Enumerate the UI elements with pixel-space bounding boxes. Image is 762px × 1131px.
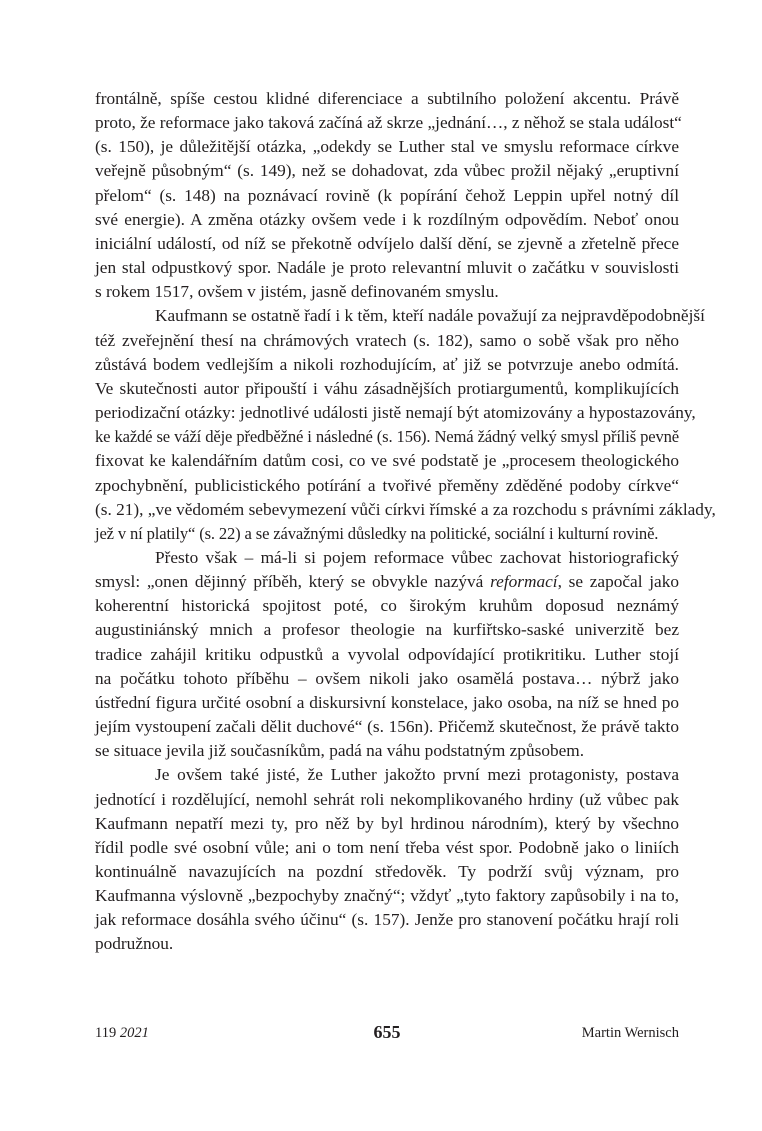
text-line: iniciální událostí, od níž se překotně odvíjelo další dění, se zjevně a zřetelně přece bbox=[95, 233, 679, 253]
text-line: koherentní historická spojitost poté, co širokým kruhům doposud neznámý bbox=[95, 596, 679, 616]
text-line: své energie). A změna otázky ovšem vede i k rozdílným odpovědím. Neboť onou bbox=[95, 209, 679, 229]
page-number: 655 bbox=[373, 1022, 401, 1042]
text-line: smysl: „onen dějinný příběh, který se obvykle nazývá reformací, se započal jako bbox=[95, 572, 679, 592]
text-line: jen stal odpustkový spor. Nadále je proto relevantní mluvit o začátku v souvislosti bbox=[95, 258, 679, 278]
text-line: jejím vystoupení začali dělit duchové“ (s. 156n). Přičemž skutečnost, že právě takto bbox=[95, 717, 679, 737]
text-line: podružnou. bbox=[95, 934, 174, 954]
text-line: přelom“ (s. 148) na poznávací rovině (k popírání čehož Leppin upřel notný díl bbox=[95, 185, 679, 205]
text-line: (s. 150), je důležitější otázka, „odekdy se Luther stal ve smyslu reformace církve bbox=[95, 137, 679, 157]
text-line: kontinuálně navazujících na pozdní středověk. Ty podrží svůj význam, pro bbox=[95, 862, 679, 881]
paragraph bbox=[95, 87, 682, 304]
text-line: veřejně působným“ (s. 149), než se dohadovat, zda vůbec prožil nějaký „eruptivní bbox=[95, 161, 679, 181]
text-line: na počátku tohoto příběhu – ovšem nikoli jako osamělá postava… nýbrž jako bbox=[95, 668, 679, 688]
text-line: Kaufmann se ostatně řadí i k těm, kteří nadále považují za nejpravděpodobnější bbox=[155, 306, 705, 326]
text-line: (s. 21), „ve vědomém sebevymezení vůči církvi římské a za rozchodu s právními základy, bbox=[95, 499, 716, 519]
text-line: augustiniánský mnich a profesor theologie na kurfiřtsko-saské univerzitě bez bbox=[95, 620, 679, 640]
text-line: zůstává bodem vedlejším a nikoli rozhodujícím, ať již se potvrzuje anebo odmítá. bbox=[95, 354, 679, 374]
text-line: Kaufmanna výslovně „bezpochyby značný“; vždyť „tyto faktory zapůsobily i na to, bbox=[95, 886, 679, 906]
text-line: s rokem 1517, ovšem v jistém, jasně definovaném smyslu. bbox=[95, 282, 499, 302]
text-line: jež v ní platily“ (s. 22) a se závažnými důsledky na politické, sociální i kulturní rovině. bbox=[95, 523, 659, 543]
text-line: Je ovšem také jisté, že Luther jakožto první mezi protagonisty, postava bbox=[155, 765, 679, 785]
text-line: Kaufmann nepatří mezi ty, pro něž by byl hrdinou národním), který by všechno bbox=[95, 813, 679, 833]
text-line: se situace jevila již současníkům, padá na váhu podstatným způsobem. bbox=[95, 741, 585, 761]
text-line: jednotící i rozdělující, nemohl sehrát roli nekomplikovaného hrdiny (už vůbec pak bbox=[95, 789, 679, 809]
text-line: jak reformace dosáhla svého účinu“ (s. 157). Jenže pro stanovení počátku hrají roli bbox=[95, 910, 679, 930]
text-line: frontálně, spíše cestou klidné diferenciace a subtilního položení akcentu. Právě bbox=[95, 89, 679, 108]
issue-label: 119 2021 bbox=[95, 1025, 149, 1041]
page-footer bbox=[95, 1022, 679, 1046]
text-line: Přesto však – má-li si pojem reformace vůbec zachovat historiografický bbox=[155, 547, 679, 567]
text-line: tradice zahájil kritiku odpustků a vyvolal odpovídající protikritiku. Luther stojí bbox=[95, 644, 679, 664]
text-line: periodizační otázky: jednotlivé události jistě nemají být atomizovány a hypostazovány, bbox=[95, 403, 696, 423]
text-line: Ve skutečnosti autor připouští i váhu zásadnějších protiargumentů, komplikujících bbox=[95, 378, 679, 398]
text-line: zpochybnění, publicistického potírání a tvořivé přeměny zděděné podoby církve“ bbox=[95, 475, 679, 495]
paragraph bbox=[95, 304, 716, 546]
body-text bbox=[95, 87, 716, 957]
text-line: řídil podle své osobní vůle; ani o tom není třeba vést spor. Podobně jako o liniích bbox=[95, 837, 679, 857]
text-line: též zveřejnění thesí na chrámových vratech (s. 182), samo o sobě však pro něho bbox=[95, 330, 679, 350]
text-line: ústřední figura určité osobní a diskursivní konstelace, jako osoba, na níž se hned po bbox=[95, 692, 679, 712]
author-name: Martin Wernisch bbox=[581, 1025, 679, 1041]
text-line: fixovat ke kalendářním datům cosi, co ve své podstatě je „procesem theologického bbox=[95, 451, 679, 471]
paragraph bbox=[95, 546, 679, 763]
text-line: proto, že reformace jako taková začíná až skrze „jednání…, z něhož se stala událost“ bbox=[95, 113, 682, 133]
paragraph bbox=[95, 763, 679, 956]
text-line: ke každé se váží děje předběžné i následné (s. 156). Nemá žádný velký smysl příliš pevně bbox=[95, 427, 679, 447]
